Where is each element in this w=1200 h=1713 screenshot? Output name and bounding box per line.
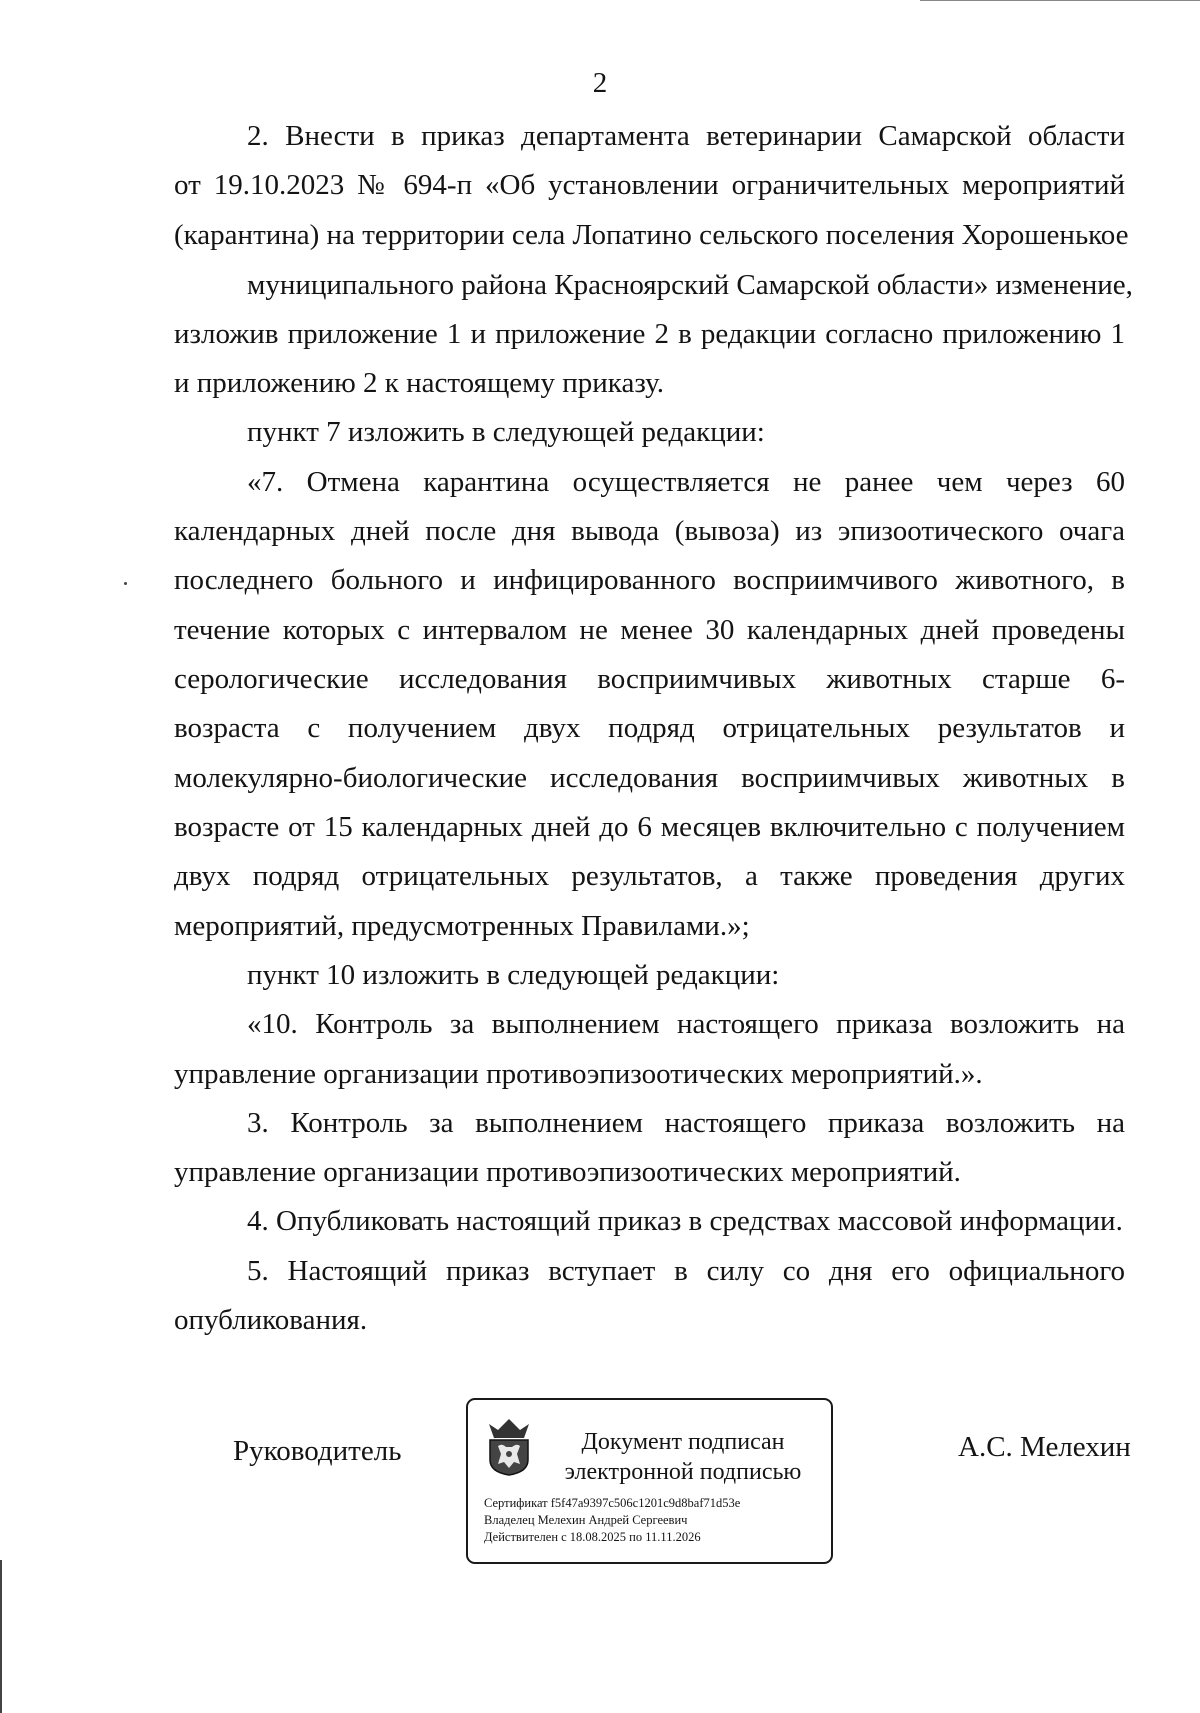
body-line: управление организации противоэпизоотических мероприятий.». <box>174 1058 983 1090</box>
body-line: пункт 7 изложить в следующей редакции: <box>247 416 765 448</box>
samara-coat-of-arms-icon <box>484 1416 534 1476</box>
signatory-name: А.С. Мелехин <box>958 1431 1131 1463</box>
body-line: пункт 10 изложить в следующей редакции: <box>247 959 780 991</box>
scan-speck <box>124 582 127 585</box>
body-line: возраста с получением двух подряд отрицательных результатов и <box>174 712 1125 744</box>
body-line: опубликования. <box>174 1304 368 1336</box>
stamp-title-line: электронной подписью <box>564 1459 802 1485</box>
scan-edge-left <box>0 1560 2 1713</box>
body-line: двух подряд отрицательных результатов, а также проведения других <box>174 860 1125 892</box>
stamp-title-line: Документ подписан <box>581 1429 785 1455</box>
body-line: муниципального района Красноярский Самарской области» изменение, <box>247 269 1133 301</box>
body-line: «10. Контроль за выполнением настоящего приказа возложить на <box>247 1008 1125 1040</box>
body-line: 5. Настоящий приказ вступает в силу со дня его официального <box>247 1255 1125 1287</box>
signatory-role: Руководитель <box>233 1435 402 1467</box>
scan-edge-top <box>920 0 1200 1</box>
body-line: возрасте от 15 календарных дней до 6 месяцев включительно с получением <box>174 811 1125 843</box>
body-line: и приложению 2 к настоящему приказу. <box>174 367 665 399</box>
body-line: от 19.10.2023 № 694-п «Об установлении ограничительных мероприятий <box>174 169 1125 201</box>
body-line: управление организации противоэпизоотических мероприятий. <box>174 1156 961 1188</box>
body-line: молекулярно-биологические исследования восприимчивых животных в <box>174 762 1125 794</box>
body-line: 2. Внести в приказ департамента ветеринарии Самарской области <box>247 120 1125 152</box>
body-line: 4. Опубликовать настоящий приказ в средствах массовой информации. <box>247 1205 1123 1237</box>
body-line: календарных дней после дня вывода (вывоза) из эпизоотического очага <box>174 515 1125 547</box>
body-line: течение которых с интервалом не менее 30 календарных дней проведены <box>174 614 1125 646</box>
body-line: последнего больного и инфицированного восприимчивого животного, в <box>174 564 1125 596</box>
body-line: мероприятий, предусмотренных Правилами.»; <box>174 910 750 942</box>
body-line: серологические исследования восприимчивых животных старше 6- <box>174 663 1125 695</box>
body-line: «7. Отмена карантина осуществляется не ранее чем через 60 <box>247 466 1125 498</box>
stamp-validity: Действителен с 18.08.2025 по 11.11.2026 <box>484 1530 701 1544</box>
electronic-signature-stamp <box>466 1398 833 1564</box>
body-line: 3. Контроль за выполнением настоящего приказа возложить на <box>247 1107 1125 1139</box>
stamp-owner: Владелец Мелехин Андрей Сергеевич <box>484 1513 688 1527</box>
body-line: (карантина) на территории села Лопатино сельского поселения Хорошенькое <box>174 219 1129 251</box>
page-number: 2 <box>592 67 608 99</box>
stamp-certificate: Сертификат f5f47a9397c506c1201c9d8baf71d53e <box>484 1496 741 1510</box>
body-line: изложив приложение 1 и приложение 2 в редакции согласно приложению 1 <box>174 318 1125 350</box>
